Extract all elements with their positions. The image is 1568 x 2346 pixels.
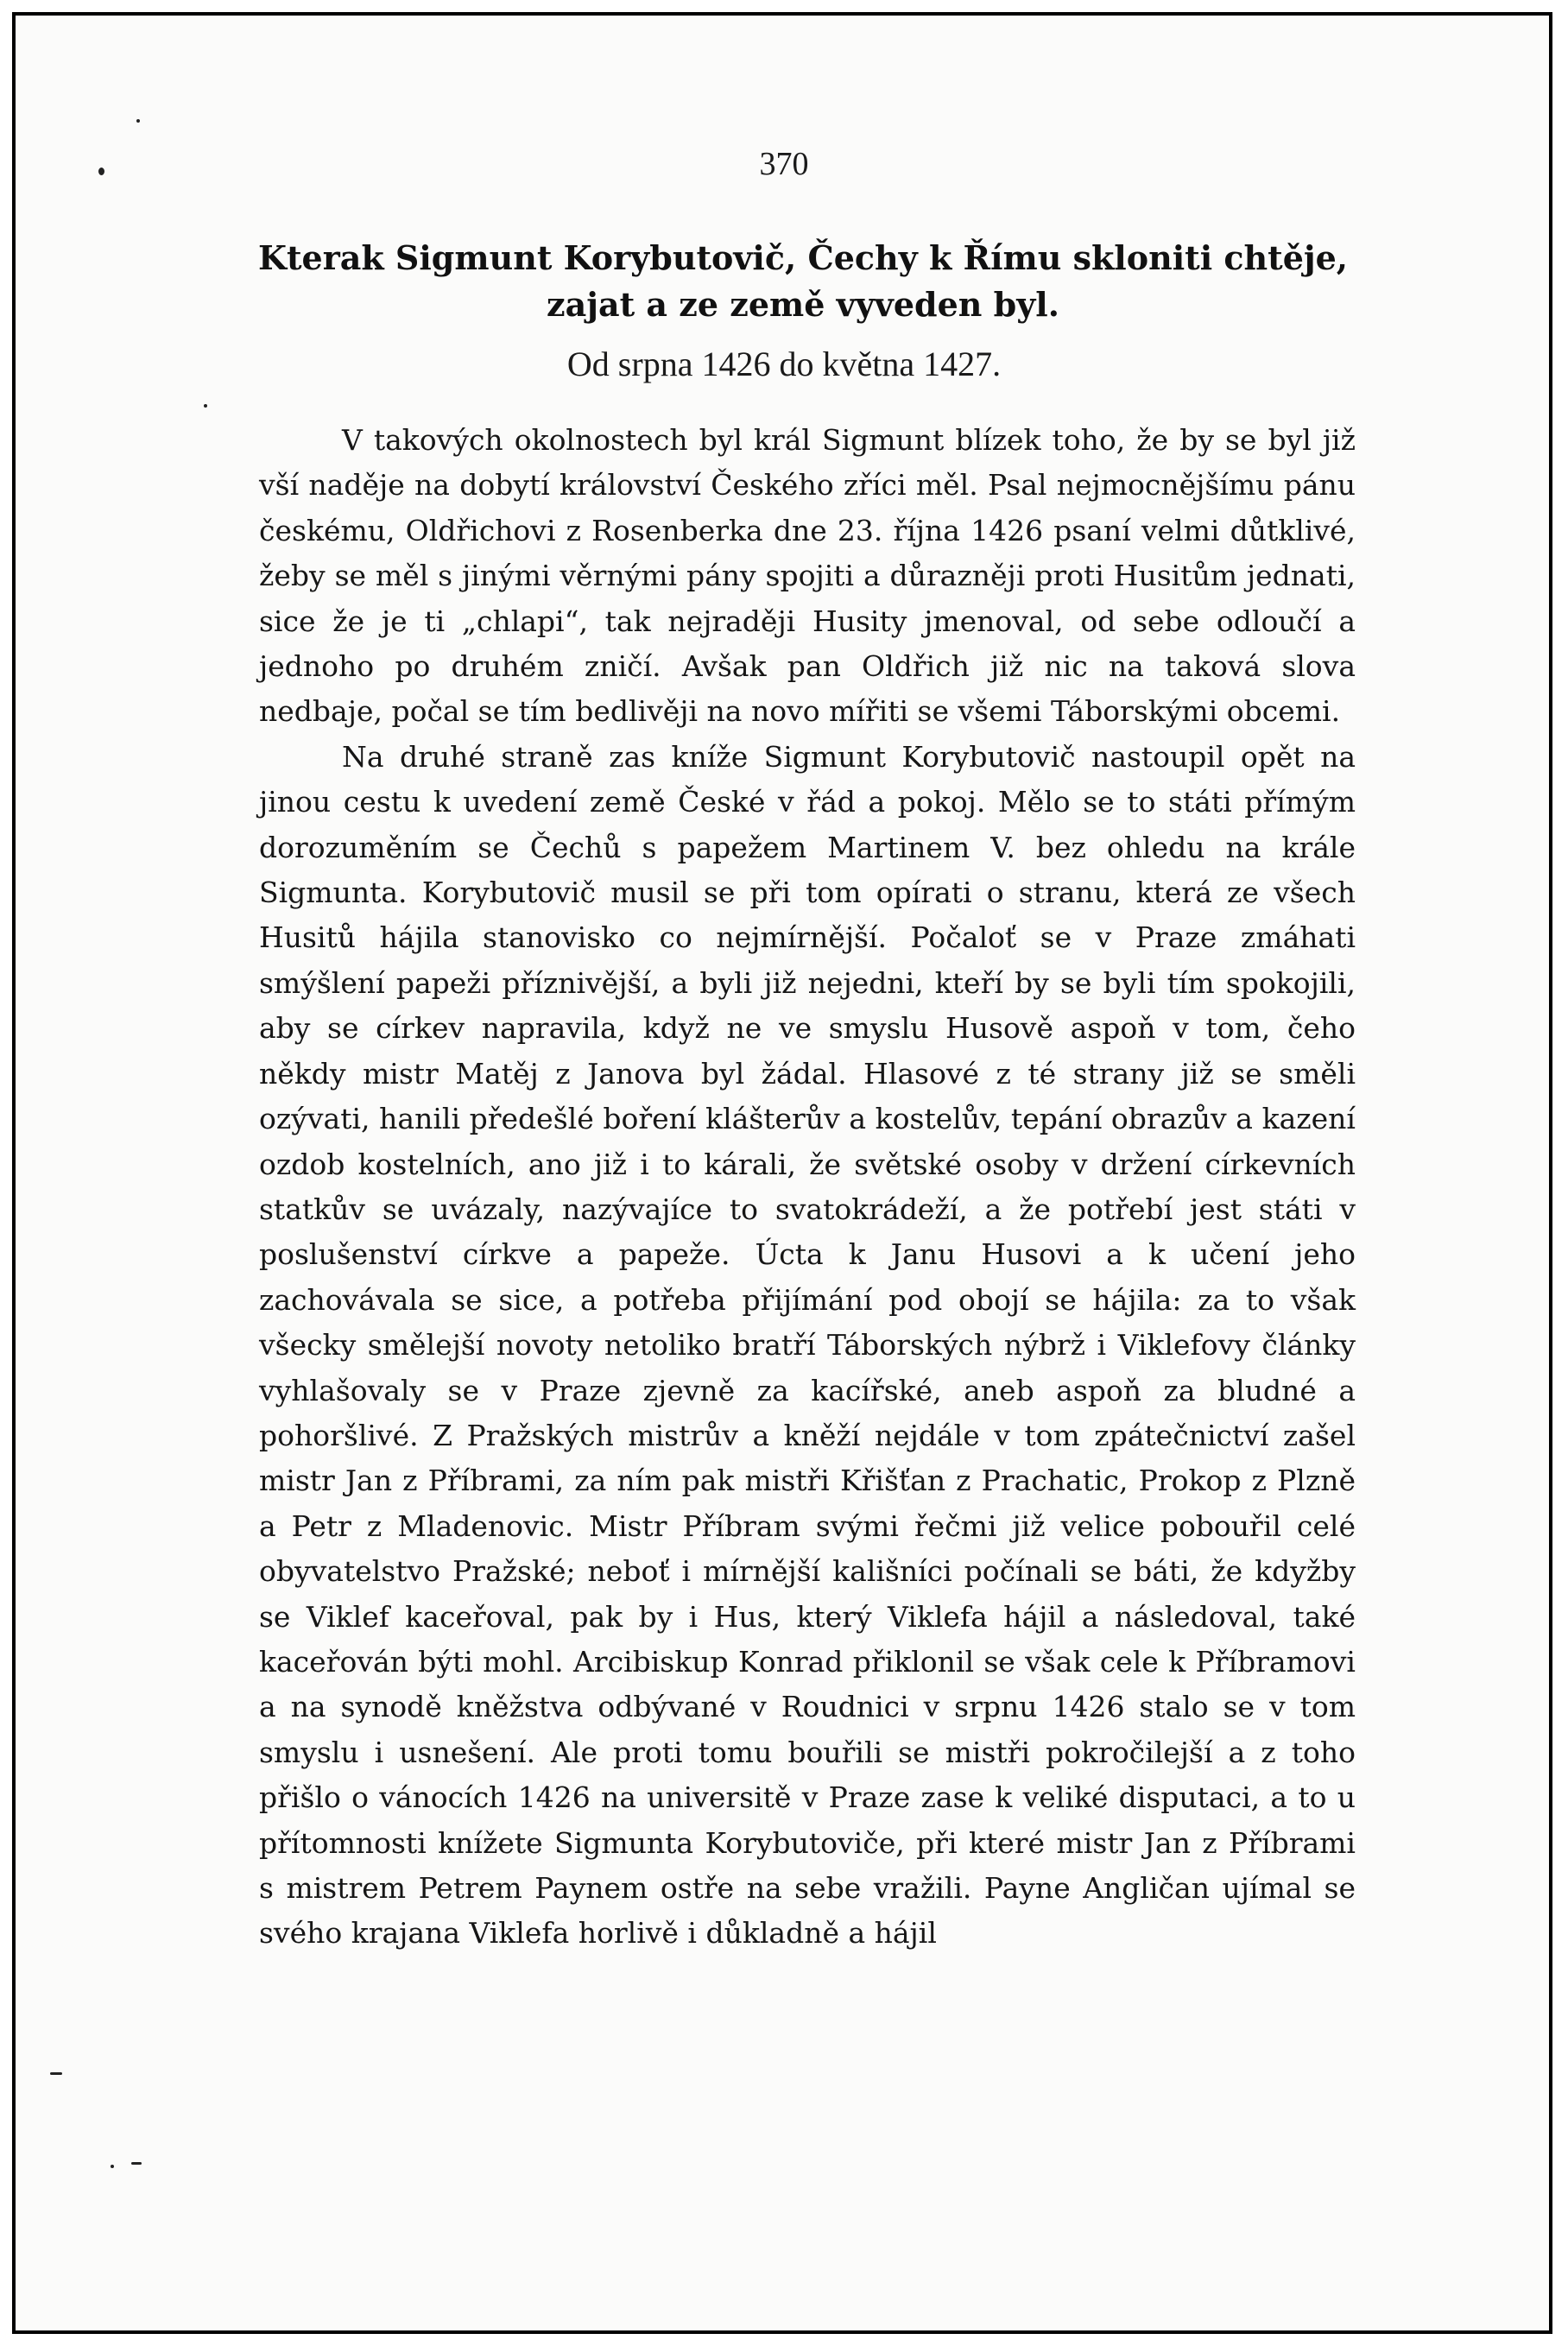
page-number: 370 — [759, 146, 809, 182]
chapter-title: Kterak Sigmunt Korybutovič, Čechy k Římu skloniti chtěje, zajat a ze země vyveden byl. — [257, 238, 1349, 324]
speck-mark — [204, 404, 207, 408]
speck-mark — [131, 2162, 142, 2165]
chapter-date-range: Od srpna 1426 do května 1427. — [566, 345, 1002, 383]
paragraph: Na druhé straně zas kníže Sigmunt Korybutovič nastoupil opět na jinou cestu k uvedení země České v řád a pokoj. Mělo se to státi přímým dorozuměním se Čechů s papežem Martinem V. bez ohledu na krále Sigmunta. Korybutovič musil se při tom opírati o stranu, která ze všech Husitů hájila stanovisko co nejmírnější. Počaloť se v Praze zmáhati smýšlení papeži příznivější, a byli již nejedni, kteří by se byli tím spokojili, aby se církev napravila, když ne ve smyslu Husově aspoň v tom, čeho někdy mistr Matěj z Janova byl žádal. Hlasové z té strany již se směli ozývati, hanili předešlé boření klášterův a kostelův, tepání obrazův a kazení ozdob kostelních, ano již i to kárali, že světské osoby v držení církevních statkův se uvázaly, nazývajíce to svatokrádeží, a že potřebí jest státi v poslušenství církve a papeže. Úcta k Janu Husovi a k učení jeho zachovávala se sice, a potřeba přijímání pod obojí se hájila: za to však všecky smělejší novoty netoliko bratří Táborských nýbrž i Viklefovy články vyhlašovaly se v Praze zjevně za kacířské, aneb aspoň za bludné a pohoršlivé. Z Pražských mistrův a kněží nejdále v tom zpátečnictví zašel mistr Jan z Příbrami, za ním pak mistři Křišťan z Prachatic, Prokop z Plzně a Petr z Mladenovic. Mistr Příbram svými řečmi již velice pobouřil celé obyvatelstvo Pražské; neboť i mírnější kališníci počínali se báti, že kdyžby se Viklef kaceřoval, pak by i Hus, který Viklefa hájil a následoval, také kaceřován býti mohl. Arcibiskup Konrad přiklonil se však cele k Příbramovi a na synodě kněžstva odbývané v Roudnici v srpnu 1426 stalo se v tom smyslu i usnešení. Ale proti tomu bouřili se mistři pokročilejší a z toho přišlo o vánocích 1426 na universitě v Praze zase k veliké disputaci, a to u přítomnosti knížete Sigmunta Korybutoviče, při které mistr Jan z Příbrami s mistrem Petrem Paynem ostře na sebe vražili. Payne Angličan ujímal se svého krajana Viklefa horlivě i důkladně a hájil — [259, 739, 1356, 1951]
speck-mark — [111, 2165, 114, 2168]
body-text — [259, 418, 1356, 1957]
speck-mark — [136, 119, 140, 123]
speck-mark — [50, 2072, 62, 2075]
paragraph: V takových okolnostech byl král Sigmunt blízek toho, že by se byl již vší naděje na dobytí království Českého zříci měl. Psal nejmocnějšímu pánu českému, Oldřichovi z Rosenberka dne 23. října 1426 psaní velmi důtklivé, žeby se měl s jinými věrnými pány spojiti a důrazněji proti Husitům jednati, sice že je ti „chlapi“, tak nejraději Husity jmenoval, od sebe odloučí a jednoho po druhém zničí. Avšak pan Oldřich již nic na taková slova nedbaje, počal se tím bedlivěji na novo mířiti se všemi Táborskými obcemi. — [259, 423, 1356, 729]
